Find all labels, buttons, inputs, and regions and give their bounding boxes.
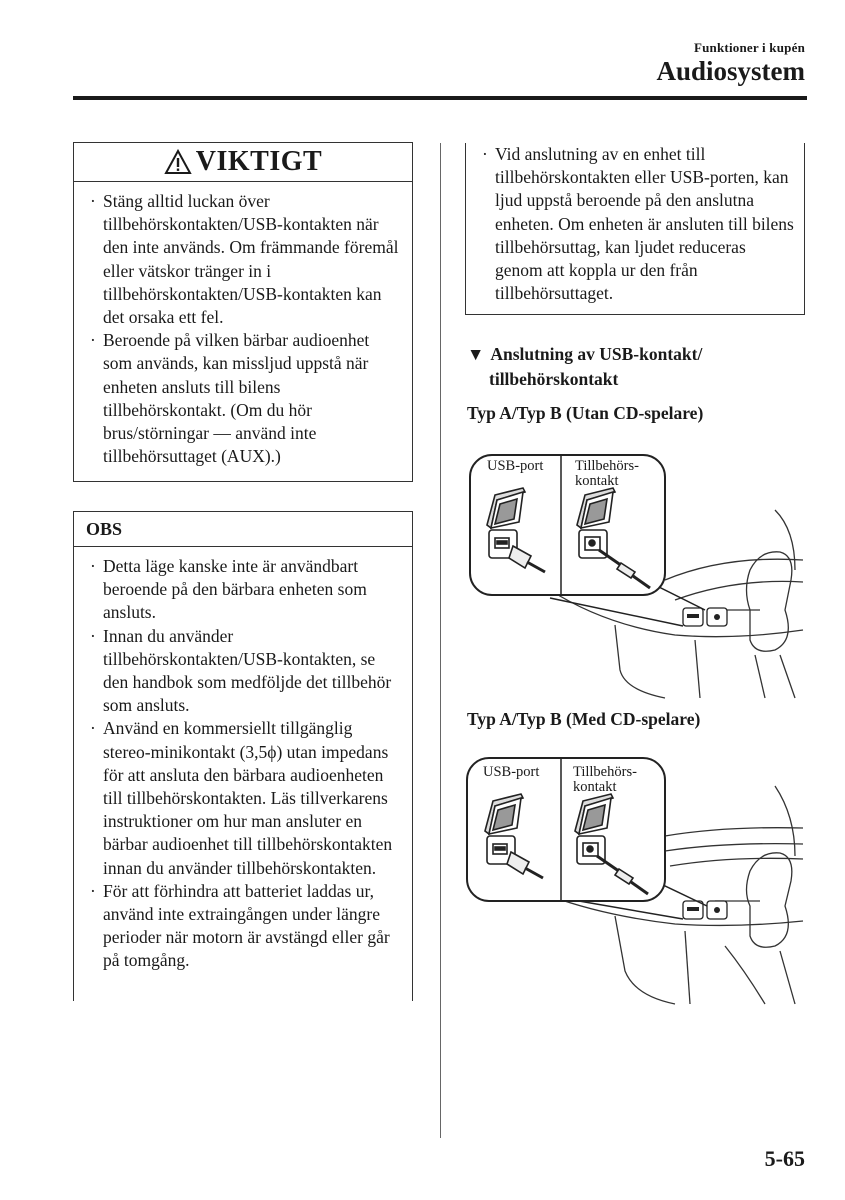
section-heading: [467, 342, 797, 392]
usb-port-label: USB-port: [487, 458, 544, 474]
note-box: [73, 511, 413, 1001]
usb-port-label: USB-port: [483, 764, 540, 780]
header-rule: [73, 96, 807, 100]
aux-label-line1: Tillbehörs-: [575, 458, 639, 474]
page-title: Audiosystem: [656, 56, 805, 86]
warning-title: VIKTIGT: [195, 146, 323, 177]
aux-label-line2: kontakt: [575, 473, 619, 489]
section-title-line2: tillbehörskontakt: [489, 369, 619, 389]
list-item: · Vid anslutning av en enhet till tillbehörskontakten eller USB-porten, kan ljud uppstå beroende på den anslutna enheten. Om enheten är ansluten till bilens tillbehörsuttag, kan ljudet reduceras genom att koppla ur den från tillbehörsuttaget.: [480, 143, 794, 305]
figure-with-cd: [465, 756, 805, 1006]
list-item: · Beroende på vilken bärbar audioenhet som används, kan missljud uppstå när enheten ansluts till bilens tillbehörskontakt. (Om du hör brus/störningar — använd inte tillbehörsuttaget (AUX).): [88, 329, 402, 468]
console-illustration: [465, 450, 805, 700]
continued-list: [480, 143, 794, 305]
note-list: [88, 555, 402, 973]
note-header: OBS: [74, 512, 412, 547]
warning-list: [88, 190, 402, 468]
list-item: · Stäng alltid luckan över tillbehörskontakten/USB-kontakten när den inte används. Om främmande föremål eller vätskor tränger in i tillbehörskontakten/USB-kontakten kan det orsaka ett fel.: [88, 190, 402, 329]
aux-label-line2: kontakt: [573, 779, 617, 795]
figure-caption: Typ A/Typ B (Med CD-spelare): [467, 709, 701, 729]
warning-triangle-icon: [164, 149, 192, 175]
section-header: Funktioner i kupén: [693, 40, 805, 55]
warning-box: [73, 142, 413, 482]
figure-without-cd: [465, 450, 805, 700]
list-item: · Detta läge kanske inte är användbart beroende på den bärbara enheten som ansluts.: [88, 555, 402, 625]
warning-header: [74, 143, 412, 182]
list-item: · Innan du använder tillbehörskontakten/USB-kontakten, se den handbok som medföljde det tillbehör som ansluts.: [88, 625, 402, 718]
aux-label-line1: Tillbehörs-: [573, 764, 637, 780]
section-marker-icon: ▼: [467, 344, 485, 364]
column-divider: [440, 143, 441, 1138]
console-illustration: [465, 756, 805, 1006]
page-number: 5-65: [764, 1146, 805, 1171]
list-item: · Använd en kommersiellt tillgänglig stereo-minikontakt (3,5ϕ) utan impedans för att ansluta den bärbara audioenheten till tillbehörskontakten. Läs tillverkarens instruktioner om hur man ansluter en bärbar audioenhet till tillbehörskontakten innan du använder tillbehörskontakten.: [88, 717, 402, 879]
figure-caption: Typ A/Typ B (Utan CD-spelare): [467, 403, 704, 423]
section-title-line1: Anslutning av USB-kontakt/: [490, 344, 703, 364]
continued-note-box: [465, 143, 805, 315]
list-item: · För att förhindra att batteriet laddas ur, använd inte extraingången under längre perioder när motorn är avstängd eller går på tomgång.: [88, 880, 402, 973]
